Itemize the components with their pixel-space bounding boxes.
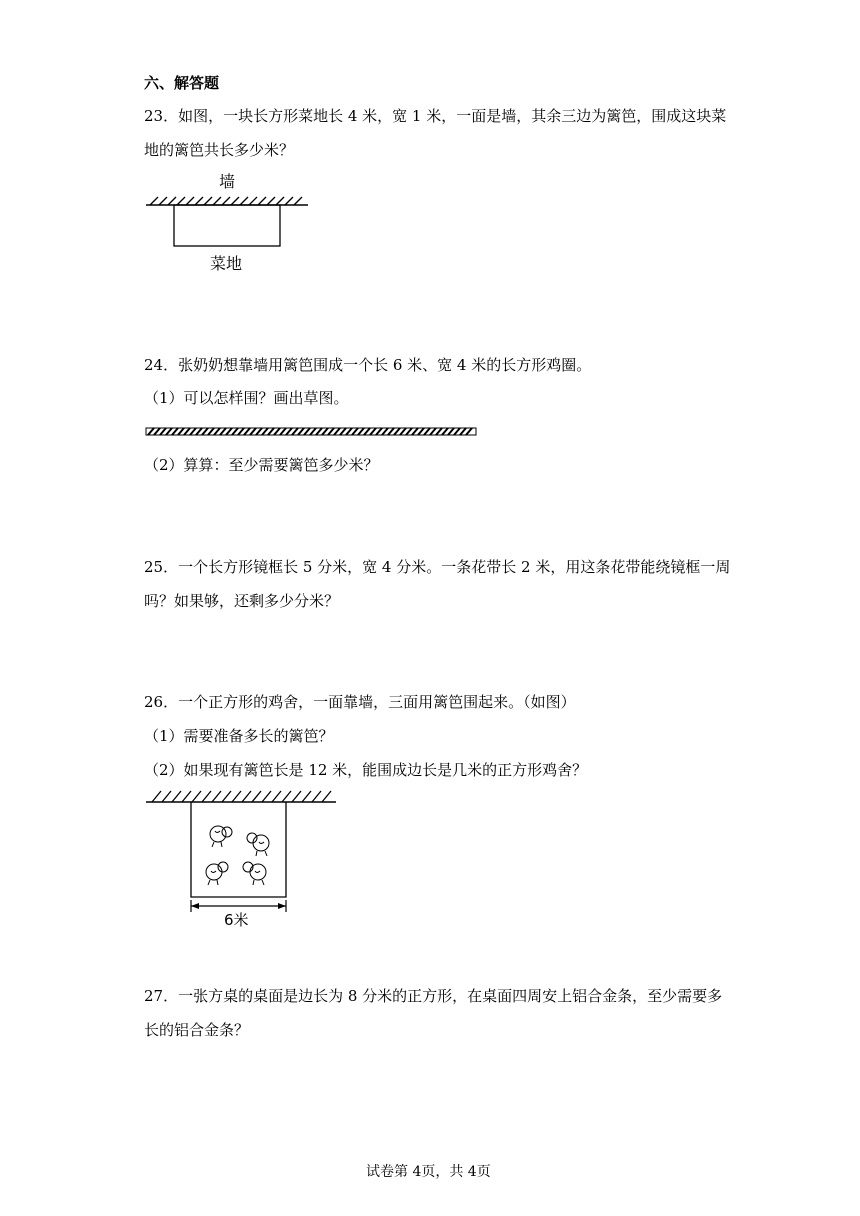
arrow-left-icon [191, 903, 199, 909]
chick-icon [210, 826, 232, 847]
q23-wall-hatching [150, 197, 302, 205]
q26-dimension-label: 6米 [224, 911, 249, 929]
section-title: 六、解答题 [144, 74, 220, 92]
q24-part2: （2）算算：至少需要篱笆多少米？ [144, 456, 379, 474]
q23-text-line2: 地的篱笆共长多少米？ [144, 141, 295, 159]
q24-stem: 24．张奶奶想靠墙用篱笆围成一个长 6 米、宽 4 米的长方形鸡圈。 [144, 356, 592, 374]
q27-text-line2: 长的铝合金条？ [144, 1021, 250, 1039]
q24-wall-hatching [148, 428, 472, 435]
q25-text-line2: 吗？如果够，还剩多少分米？ [144, 592, 340, 610]
arrow-right-icon [278, 903, 286, 909]
q25-text-line1: 25．一个长方形镜框长 5 分米，宽 4 分米。一条花带长 2 米，用这条花带能绕镜框一周 [144, 558, 731, 576]
q27-text-line1: 27．一张方桌的桌面是边长为 8 分米的正方形，在桌面四周安上铝合金条，至少需要多 [144, 987, 723, 1005]
q26-coop-square [191, 802, 286, 897]
q23-text-line1: 23．如图，一块长方形菜地长 4 米，宽 1 米，一面是墙，其余三边为篱笆，围成这块菜 [144, 107, 727, 125]
q24-wall-bar [146, 428, 476, 435]
q23-field-label: 菜地 [210, 254, 243, 273]
q26-stem: 26．一个正方形的鸡舍，一面靠墙，三面用篱笆围起来。（如图） [144, 693, 576, 711]
q26-part2: （2）如果现有篱笆长是 12 米，能围成边长是几米的正方形鸡舍？ [144, 761, 588, 779]
q23-field-rect [174, 205, 280, 246]
q23-wall-label: 墙 [219, 172, 236, 191]
q24-part1: （1）可以怎样围？画出草图。 [144, 389, 349, 407]
q26-part1: （1）需要准备多长的篱笆？ [144, 727, 334, 745]
chick-icon [243, 862, 266, 885]
page-footer: 试卷第 4页，共 4页 [366, 1164, 491, 1180]
q26-wall-hatching [152, 791, 331, 802]
chick-icon [247, 833, 269, 856]
chick-icon [206, 862, 228, 885]
